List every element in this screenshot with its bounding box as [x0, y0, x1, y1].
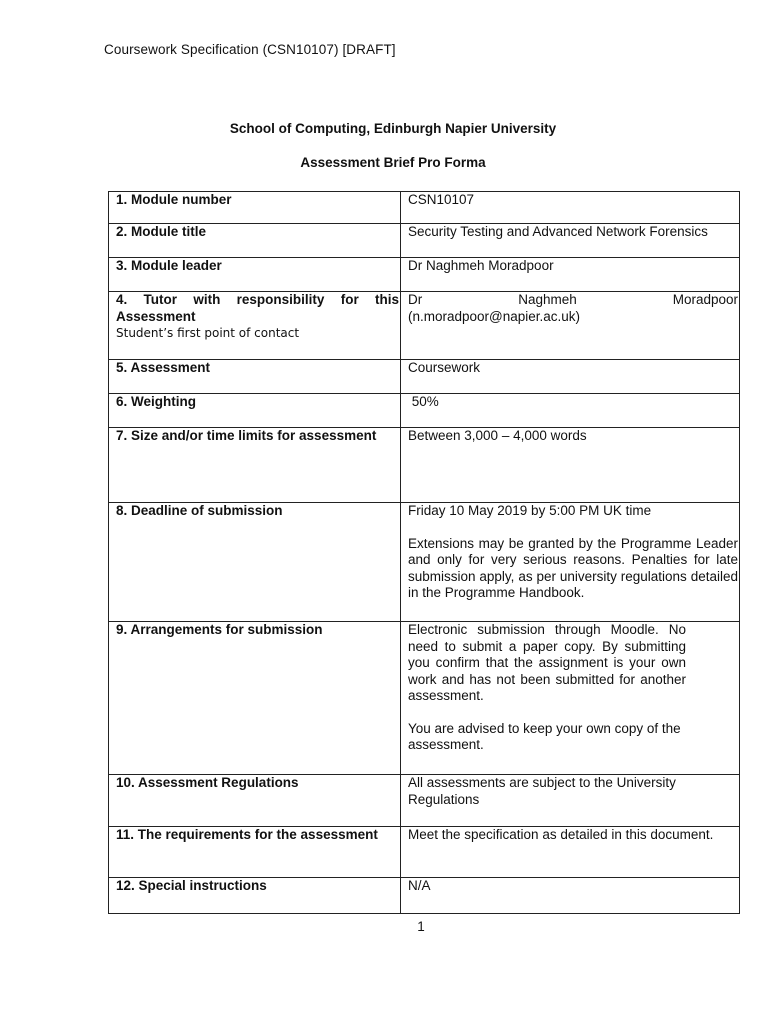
assessment-label: 5. Assessment	[116, 360, 211, 375]
row-label-cell	[109, 292, 401, 360]
form-title: Assessment Brief Pro Forma	[300, 155, 486, 170]
table-row	[109, 258, 740, 292]
row-value-cell	[401, 827, 740, 878]
assessment-value: Coursework	[408, 360, 481, 375]
requirements-value: Meet the specification as detailed in this document.	[408, 827, 714, 842]
row-value-cell	[401, 224, 740, 258]
row-value-cell	[401, 775, 740, 827]
school-title: School of Computing, Edinburgh Napier University	[229, 121, 557, 136]
row-label-cell	[109, 622, 401, 775]
weighting-value: 50%	[408, 394, 439, 409]
row-label-cell	[109, 428, 401, 503]
requirements-label: 11. The requirements for the assessment	[116, 827, 378, 842]
row-value-cell	[401, 428, 740, 503]
module-title-value: Security Testing and Advanced Network Forensics	[408, 224, 708, 239]
row-value-cell	[401, 292, 740, 360]
row-value-cell	[401, 192, 740, 224]
special-instructions-label: 12. Special instructions	[116, 878, 267, 893]
module-number-value: CSN10107	[408, 192, 475, 207]
arrangements-value: Electronic submission through Moodle. No need to submit a paper copy. By submitting you confirm that the assignment is your own work and has not been submitted for another assessment.	[408, 622, 686, 703]
size-limits-value: Between 3,000 – 4,000 words	[408, 428, 587, 443]
module-leader-label: 3. Module leader	[116, 258, 222, 273]
table-row	[109, 827, 740, 878]
table-row	[109, 428, 740, 503]
row-label-cell	[109, 224, 401, 258]
table-row	[109, 360, 740, 394]
weighting-label: 6. Weighting	[116, 394, 196, 409]
module-number-label: 1. Module number	[116, 192, 232, 207]
deadline-label: 8. Deadline of submission	[116, 503, 283, 518]
row-label-cell	[109, 827, 401, 878]
deadline-value: Friday 10 May 2019 by 5:00 PM UK time	[408, 503, 652, 518]
row-value-cell	[401, 394, 740, 428]
tutor-value: Dr Naghmeh Moradpoor (n.moradpoor@napier.ac.uk)	[408, 292, 738, 324]
extensions-note: Extensions may be granted by the Programme Leader and only for very serious reasons. Penalties for late submission apply, as per university regulations detailed in the Programme Handbook.	[408, 535, 738, 600]
table-row	[109, 292, 740, 360]
row-value-cell	[401, 622, 740, 775]
table-row	[109, 503, 740, 622]
table-row	[109, 192, 740, 224]
size-limits-label: 7. Size and/or time limits for assessment	[116, 428, 377, 443]
row-value-cell	[401, 878, 740, 914]
table-row	[109, 775, 740, 827]
page-number: 1	[417, 919, 425, 934]
table-row	[109, 878, 740, 914]
regulations-label: 10. Assessment Regulations	[116, 775, 299, 790]
row-label-cell	[109, 360, 401, 394]
table-row	[109, 394, 740, 428]
row-label-cell	[109, 258, 401, 292]
regulations-value: All assessments are subject to the University Regulations	[408, 775, 676, 807]
row-value-cell	[401, 258, 740, 292]
row-label-cell	[109, 775, 401, 827]
module-title-label: 2. Module title	[116, 224, 207, 239]
copy-advice: You are advised to keep your own copy of the assessment.	[408, 720, 681, 752]
special-instructions-value: N/A	[408, 878, 431, 893]
running-header: Coursework Specification (CSN10107) [DRAFT]	[104, 42, 396, 57]
row-label-cell	[109, 878, 401, 914]
tutor-label-sub: Student’s first point of contact	[116, 326, 300, 340]
row-label-cell	[109, 394, 401, 428]
row-label-cell	[109, 192, 401, 224]
row-value-cell	[401, 360, 740, 394]
table-row	[109, 224, 740, 258]
row-value-cell	[401, 503, 740, 622]
module-leader-value: Dr Naghmeh Moradpoor	[408, 258, 554, 273]
assessment-brief-table	[108, 191, 740, 914]
arrangements-label: 9. Arrangements for submission	[116, 622, 323, 637]
table-row	[109, 622, 740, 775]
row-label-cell	[109, 503, 401, 622]
tutor-label: 4. Tutor with responsibility for this Assessment	[116, 292, 399, 324]
